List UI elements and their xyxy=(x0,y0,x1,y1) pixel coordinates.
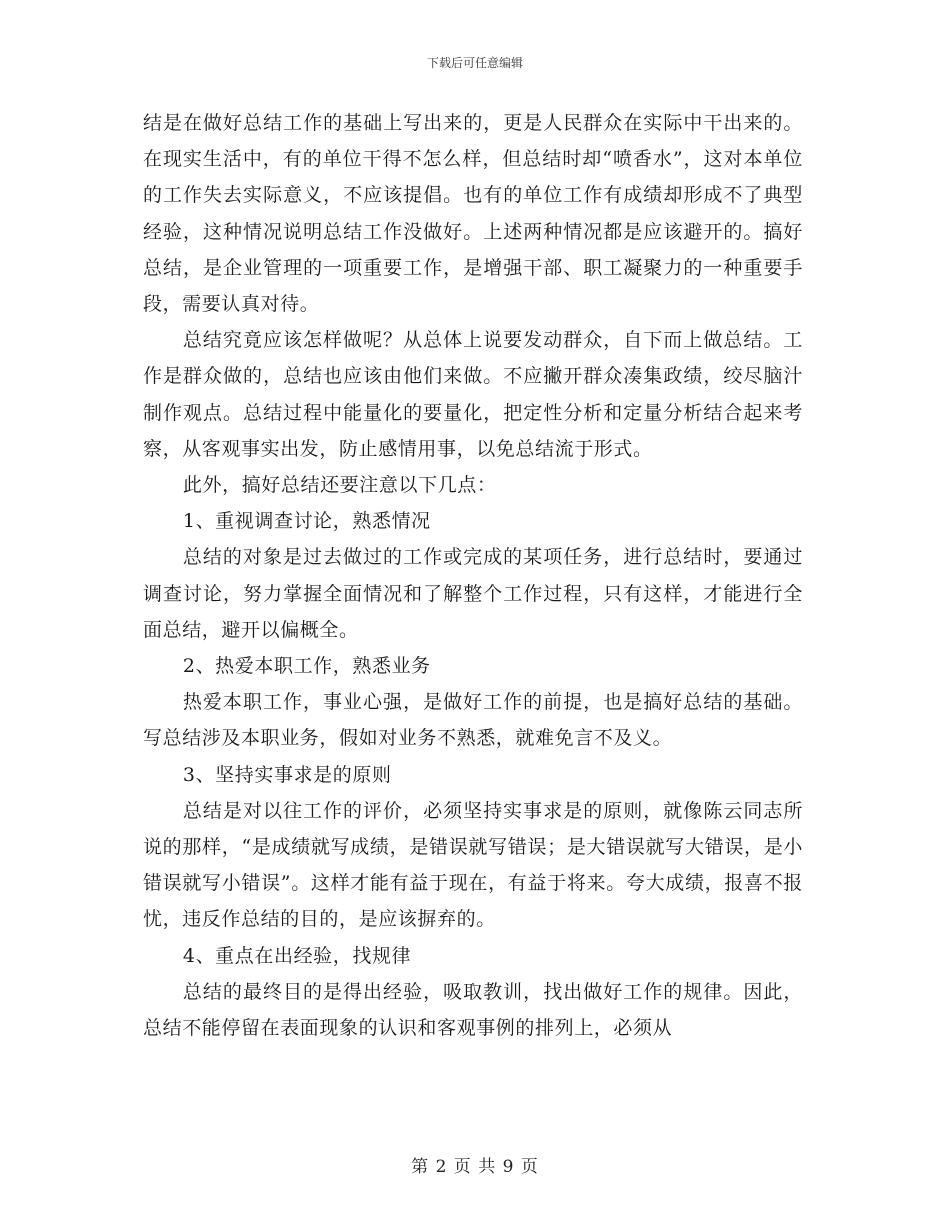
paragraph-how-to-summarize: 总结究竟应该怎样做呢？从总体上说要发动群众，自下而上做总结。工作是群众做的，总结也应该由他们来做。不应撇开群众凑集政绩，绞尽脑汁制作观点。总结过程中能量化的要量化，把定性分析和定量分析结合起来考察，从客观事实出发，防止感情用事，以免总结流于形式。 xyxy=(143,329,803,460)
paragraph-section-4: 总结的最终目的是得出经验，吸取教训，找出做好工作的规律。因此，总结不能停留在表面现象的认识和客观事例的排列上，必须从 xyxy=(143,980,803,1040)
paragraph-continuation: 结是在做好总结工作的基础上写出来的，更是人民群众在实际中干出来的。在现实生活中，有的单位干得不怎么样，但总结时却“喷香水”，这对本单位的工作失去实际意义，不应该提倡。也有的单位工作有成绩却形成不了典型经验，这种情况说明总结工作没做好。上述两种情况都是应该避开的。搞好总结，是企业管理的一项重要工作，是增强干部、职工凝聚力的一种重要手段，需要认真对待。 xyxy=(143,112,803,316)
page-header: 下载后可任意编辑 xyxy=(426,56,523,70)
section-heading-4: 4、重点在出经验，找规律 xyxy=(182,944,412,967)
paragraph-section-3: 总结是对以往工作的评价，必须坚持实事求是的原则，就像陈云同志所说的那样，“是成绩就写成绩，是错误就写错误；是大错误就写大错误，是小错误就写小错误”。这样才能有益于现在，有益于将来。夸大成绩，报喜不报忧，违反作总结的目的，是应该摒弃的。 xyxy=(143,799,803,931)
document-body xyxy=(143,105,803,1046)
section-heading-3: 3、坚持实事求是的原则 xyxy=(182,763,392,786)
section-heading-2: 2、热爱本职工作，熟悉业务 xyxy=(182,655,431,678)
paragraph-section-1: 总结的对象是过去做过的工作或完成的某项任务，进行总结时，要通过调查讨论，努力掌握全面情况和了解整个工作过程，只有这样，才能进行全面总结，避开以偏概全。 xyxy=(143,546,803,641)
section-heading-1: 1、重视调查讨论，熟悉情况 xyxy=(182,510,431,533)
paragraph-section-2: 热爱本职工作，事业心强，是做好工作的前提，也是搞好总结的基础。写总结涉及本职业务，假如对业务不熟悉，就难免言不及义。 xyxy=(143,691,803,750)
page-number-footer: 第 2 页 共 9 页 xyxy=(411,1157,539,1177)
paragraph-points-intro: 此外，搞好总结还要注意以下几点： xyxy=(182,474,497,497)
